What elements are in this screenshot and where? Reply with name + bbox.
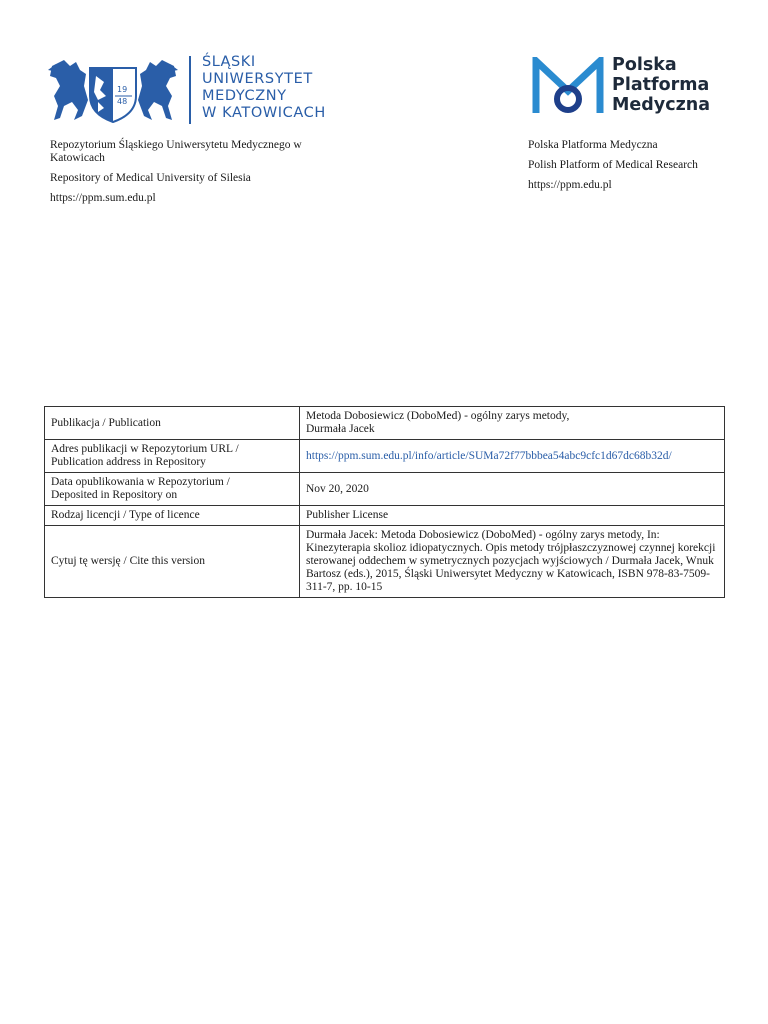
ppm-logo: [532, 55, 712, 119]
publication-value: [300, 407, 725, 440]
publication-url-link[interactable]: https://ppm.sum.edu.pl/info/article/SUMa72f77bbbea54abc9cfc1d67dc68b32d/: [306, 449, 672, 462]
sum-logo-line-3: MEDYCZNY: [202, 88, 287, 104]
sum-logo-line-4: W KATOWICACH: [202, 105, 326, 121]
platform-name-pl: Polska Platforma Medyczna: [528, 139, 658, 151]
licence-value: Publisher License: [300, 506, 725, 526]
address-value: [300, 440, 725, 473]
date-value: Nov 20, 2020: [300, 473, 725, 506]
ppm-logo-line-2: Platforma: [612, 75, 710, 95]
logo-divider: [189, 56, 191, 124]
licence-label: Rodzaj licencji / Type of licence: [45, 506, 300, 526]
ppm-logo-text: [612, 55, 710, 115]
sum-logo-line-2: UNIWERSYTET: [202, 71, 313, 87]
date-label-pl: Data opublikowania w Repozytorium /: [51, 476, 230, 488]
repository-name-en: Repository of Medical University of Silesia: [50, 172, 251, 184]
address-label-pl: Adres publikacji w Repozytorium URL /: [51, 443, 239, 455]
ppm-logo-line-3: Medyczna: [612, 95, 711, 115]
crest-year-top: 19: [117, 85, 128, 94]
date-label-en: Deposited in Repository on: [51, 489, 178, 501]
table-row-cite: [45, 526, 725, 598]
cite-label: Cytuj tę wersję / Cite this version: [45, 526, 300, 598]
repository-info-left: [50, 139, 350, 212]
table-row-address: [45, 440, 725, 473]
sum-logo-line-1: ŚLĄSKI: [202, 54, 256, 70]
platform-info-right: [528, 139, 758, 199]
publication-title: Metoda Dobosiewicz (DoboMed) - ogólny zarys metody,: [306, 410, 570, 422]
publication-label: Publikacja / Publication: [45, 407, 300, 440]
crest-year-bottom: 48: [117, 97, 128, 106]
platform-url[interactable]: https://ppm.edu.pl: [528, 179, 612, 191]
table-row-publication: [45, 407, 725, 440]
repository-url[interactable]: https://ppm.sum.edu.pl: [50, 192, 156, 204]
repository-name-pl: Repozytorium Śląskiego Uniwersytetu Medycznego w Katowicach: [50, 139, 302, 164]
platform-name-en: Polish Platform of Medical Research: [528, 159, 698, 171]
university-crest-icon: [46, 56, 180, 124]
publication-metadata-table: [44, 406, 725, 598]
table-row-licence: [45, 506, 725, 526]
sum-logo: [46, 52, 326, 128]
cite-value: Durmała Jacek: Metoda Dobosiewicz (DoboMed) - ogólny zarys metody, In: Kinezyterapia skolioz idiopatycznych. Opis metody trójpłaszczyznowej czynnej korekcji sterowanej oddechem w symetrycznych pozycjach wyjściowych / Durmała Jacek, Wnuk Bartosz (eds.), 2015, Śląski Uniwersytet Medyczny w Katowicach, ISBN 978-83-7509-311-7, pp. 10-15: [300, 526, 725, 598]
ppm-mark-icon: [532, 57, 604, 117]
date-label: [45, 473, 300, 506]
sum-logo-text: [202, 54, 326, 122]
table-row-date: [45, 473, 725, 506]
publication-author: Durmała Jacek: [306, 423, 375, 435]
address-label-en: Publication address in Repository: [51, 456, 206, 468]
ppm-logo-line-1: Polska: [612, 55, 677, 75]
address-label: [45, 440, 300, 473]
